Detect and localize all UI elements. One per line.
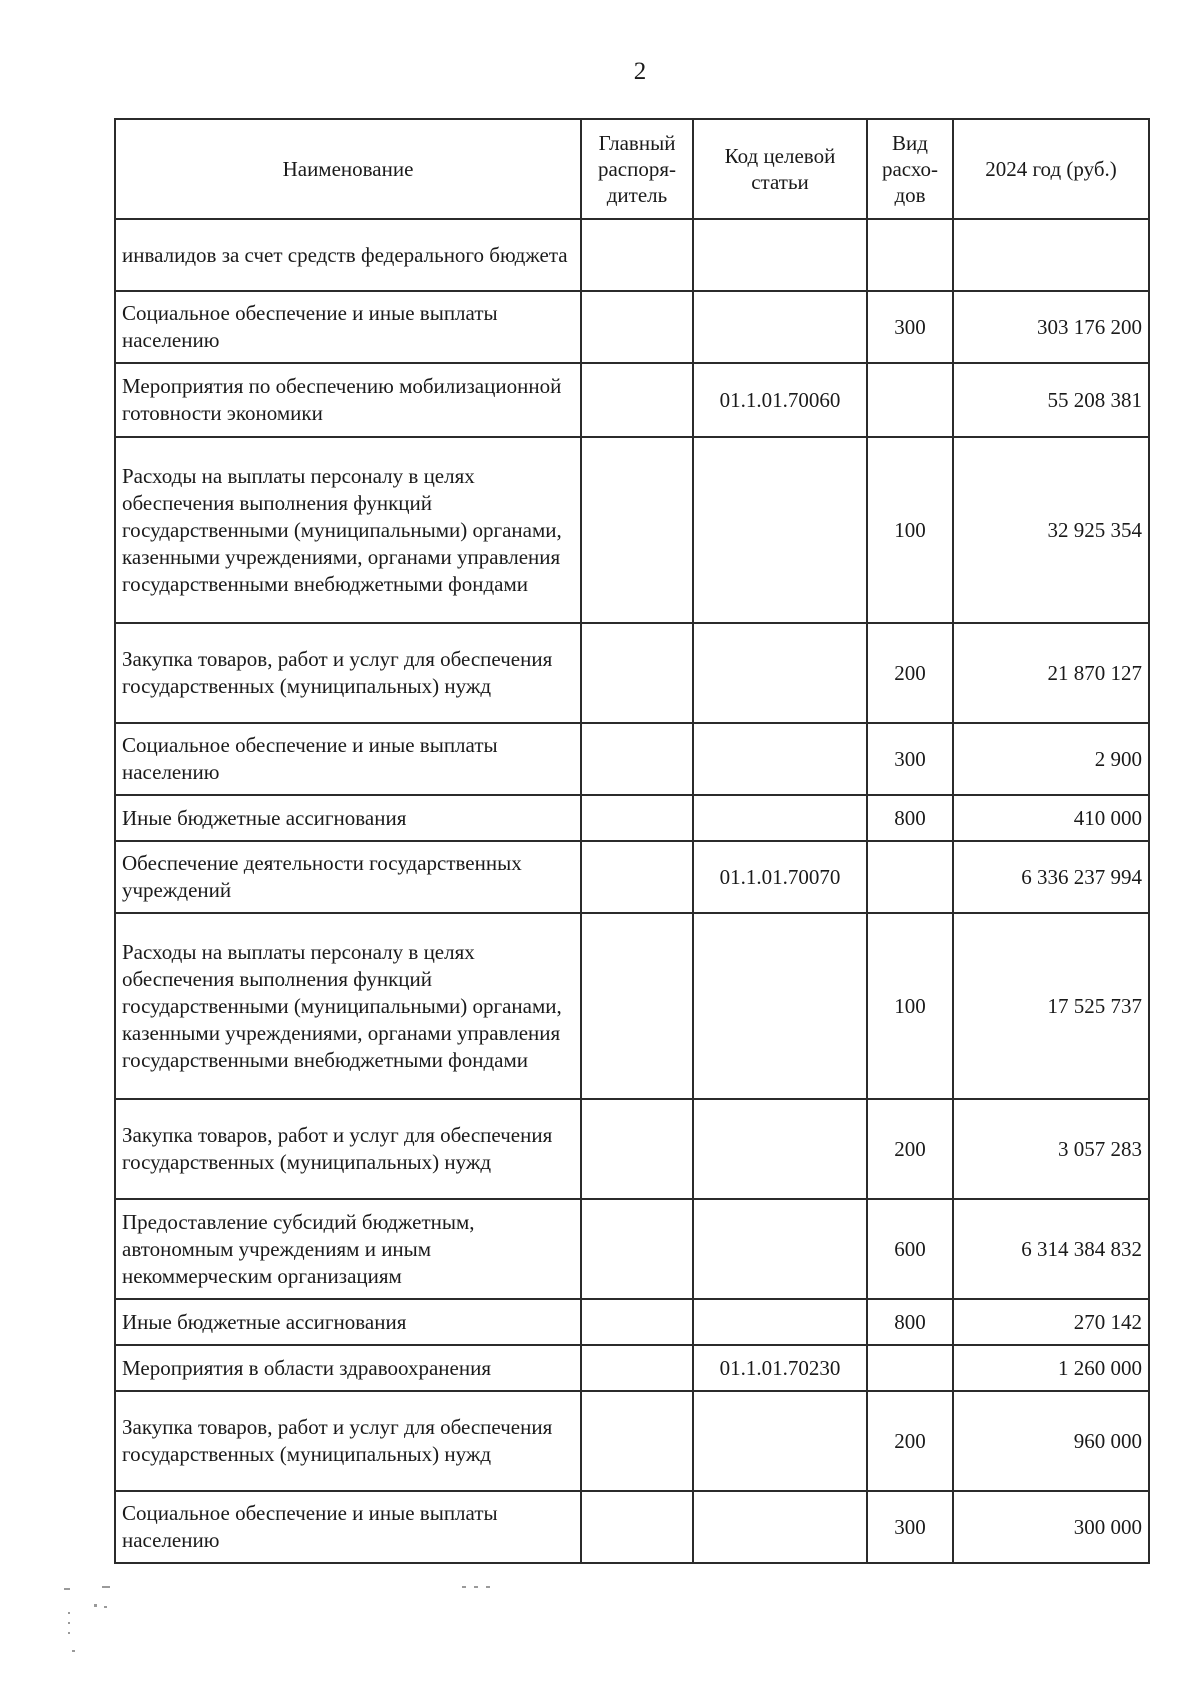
row-sum: 270 142 — [953, 1299, 1149, 1345]
row-expense-type: 200 — [867, 623, 953, 723]
row-main-manager — [581, 363, 693, 437]
table-row — [115, 795, 1149, 841]
row-name: Иные бюджетные ассигнования — [115, 1299, 581, 1345]
row-main-manager — [581, 1345, 693, 1391]
row-sum: 303 176 200 — [953, 291, 1149, 363]
header-target-code: Код целевой статьи — [693, 119, 867, 219]
row-name: Закупка товаров, работ и услуг для обеспечения государственных (муниципальных) нужд — [115, 1391, 581, 1491]
row-main-manager — [581, 623, 693, 723]
row-name: Социальное обеспечение и иные выплаты населению — [115, 723, 581, 795]
row-expense-type: 200 — [867, 1391, 953, 1491]
row-name: Расходы на выплаты персоналу в целях обеспечения выполнения функций государственными (муниципальными) органами, казенными учреждениями, органами управления государственными внебюджетными фондами — [115, 437, 581, 623]
row-sum: 6 336 237 994 — [953, 841, 1149, 913]
row-main-manager — [581, 1099, 693, 1199]
row-expense-type: 800 — [867, 1299, 953, 1345]
header-expense-type: Вид расхо-дов — [867, 119, 953, 219]
table-row — [115, 291, 1149, 363]
row-main-manager — [581, 723, 693, 795]
row-sum: 960 000 — [953, 1391, 1149, 1491]
row-main-manager — [581, 1391, 693, 1491]
table-row — [115, 437, 1149, 623]
row-expense-type: 600 — [867, 1199, 953, 1299]
budget-table — [114, 118, 1150, 1564]
row-target-code: 01.1.01.70070 — [693, 841, 867, 913]
table-row — [115, 1099, 1149, 1199]
page-number: 2 — [633, 58, 647, 85]
row-target-code — [693, 1391, 867, 1491]
row-sum: 6 314 384 832 — [953, 1199, 1149, 1299]
table-row — [115, 913, 1149, 1099]
row-sum: 55 208 381 — [953, 363, 1149, 437]
row-target-code: 01.1.01.70060 — [693, 363, 867, 437]
row-sum: 3 057 283 — [953, 1099, 1149, 1199]
row-expense-type — [867, 841, 953, 913]
row-expense-type: 300 — [867, 291, 953, 363]
row-target-code — [693, 795, 867, 841]
row-sum — [953, 219, 1149, 291]
row-main-manager — [581, 219, 693, 291]
row-main-manager — [581, 913, 693, 1099]
row-expense-type — [867, 363, 953, 437]
header-main-manager: Главный распоря-дитель — [581, 119, 693, 219]
row-main-manager — [581, 1299, 693, 1345]
table-row — [115, 723, 1149, 795]
table-row — [115, 1345, 1149, 1391]
row-main-manager — [581, 795, 693, 841]
table-header-row — [115, 119, 1149, 219]
row-main-manager — [581, 291, 693, 363]
row-sum: 410 000 — [953, 795, 1149, 841]
row-expense-type: 300 — [867, 723, 953, 795]
row-target-code — [693, 1491, 867, 1563]
row-name: инвалидов за счет средств федерального бюджета — [115, 219, 581, 291]
row-sum: 21 870 127 — [953, 623, 1149, 723]
row-main-manager — [581, 1199, 693, 1299]
row-main-manager — [581, 1491, 693, 1563]
row-name: Расходы на выплаты персоналу в целях обеспечения выполнения функций государственными (муниципальными) органами, казенными учреждениями, органами управления государственными внебюджетными фондами — [115, 913, 581, 1099]
row-expense-type: 100 — [867, 437, 953, 623]
row-sum: 17 525 737 — [953, 913, 1149, 1099]
row-sum: 32 925 354 — [953, 437, 1149, 623]
header-name: Наименование — [115, 119, 581, 219]
row-name: Мероприятия в области здравоохранения — [115, 1345, 581, 1391]
table-row — [115, 1299, 1149, 1345]
row-expense-type: 300 — [867, 1491, 953, 1563]
table-row — [115, 1199, 1149, 1299]
row-target-code — [693, 437, 867, 623]
row-target-code — [693, 219, 867, 291]
row-sum: 2 900 — [953, 723, 1149, 795]
row-target-code — [693, 1099, 867, 1199]
row-target-code — [693, 723, 867, 795]
row-expense-type: 200 — [867, 1099, 953, 1199]
row-target-code — [693, 623, 867, 723]
row-name: Закупка товаров, работ и услуг для обеспечения государственных (муниципальных) нужд — [115, 623, 581, 723]
row-target-code — [693, 1299, 867, 1345]
table-row — [115, 363, 1149, 437]
table-row — [115, 841, 1149, 913]
table-row — [115, 1391, 1149, 1491]
row-target-code — [693, 1199, 867, 1299]
row-expense-type — [867, 219, 953, 291]
row-name: Социальное обеспечение и иные выплаты населению — [115, 1491, 581, 1563]
row-name: Иные бюджетные ассигнования — [115, 795, 581, 841]
row-expense-type: 100 — [867, 913, 953, 1099]
table-row — [115, 219, 1149, 291]
row-main-manager — [581, 437, 693, 623]
row-name: Мероприятия по обеспечению мобилизационной готовности экономики — [115, 363, 581, 437]
header-year-sum: 2024 год (руб.) — [953, 119, 1149, 219]
row-name: Социальное обеспечение и иные выплаты населению — [115, 291, 581, 363]
row-expense-type: 800 — [867, 795, 953, 841]
row-target-code — [693, 291, 867, 363]
row-sum: 1 260 000 — [953, 1345, 1149, 1391]
table-row — [115, 623, 1149, 723]
row-target-code: 01.1.01.70230 — [693, 1345, 867, 1391]
row-name: Предоставление субсидий бюджетным, автономным учреждениям и иным некоммерческим организациям — [115, 1199, 581, 1299]
row-target-code — [693, 913, 867, 1099]
row-name: Закупка товаров, работ и услуг для обеспечения государственных (муниципальных) нужд — [115, 1099, 581, 1199]
row-expense-type — [867, 1345, 953, 1391]
row-name: Обеспечение деятельности государственных учреждений — [115, 841, 581, 913]
table-row — [115, 1491, 1149, 1563]
row-main-manager — [581, 841, 693, 913]
scan-noise-marks — [62, 1582, 502, 1662]
row-sum: 300 000 — [953, 1491, 1149, 1563]
